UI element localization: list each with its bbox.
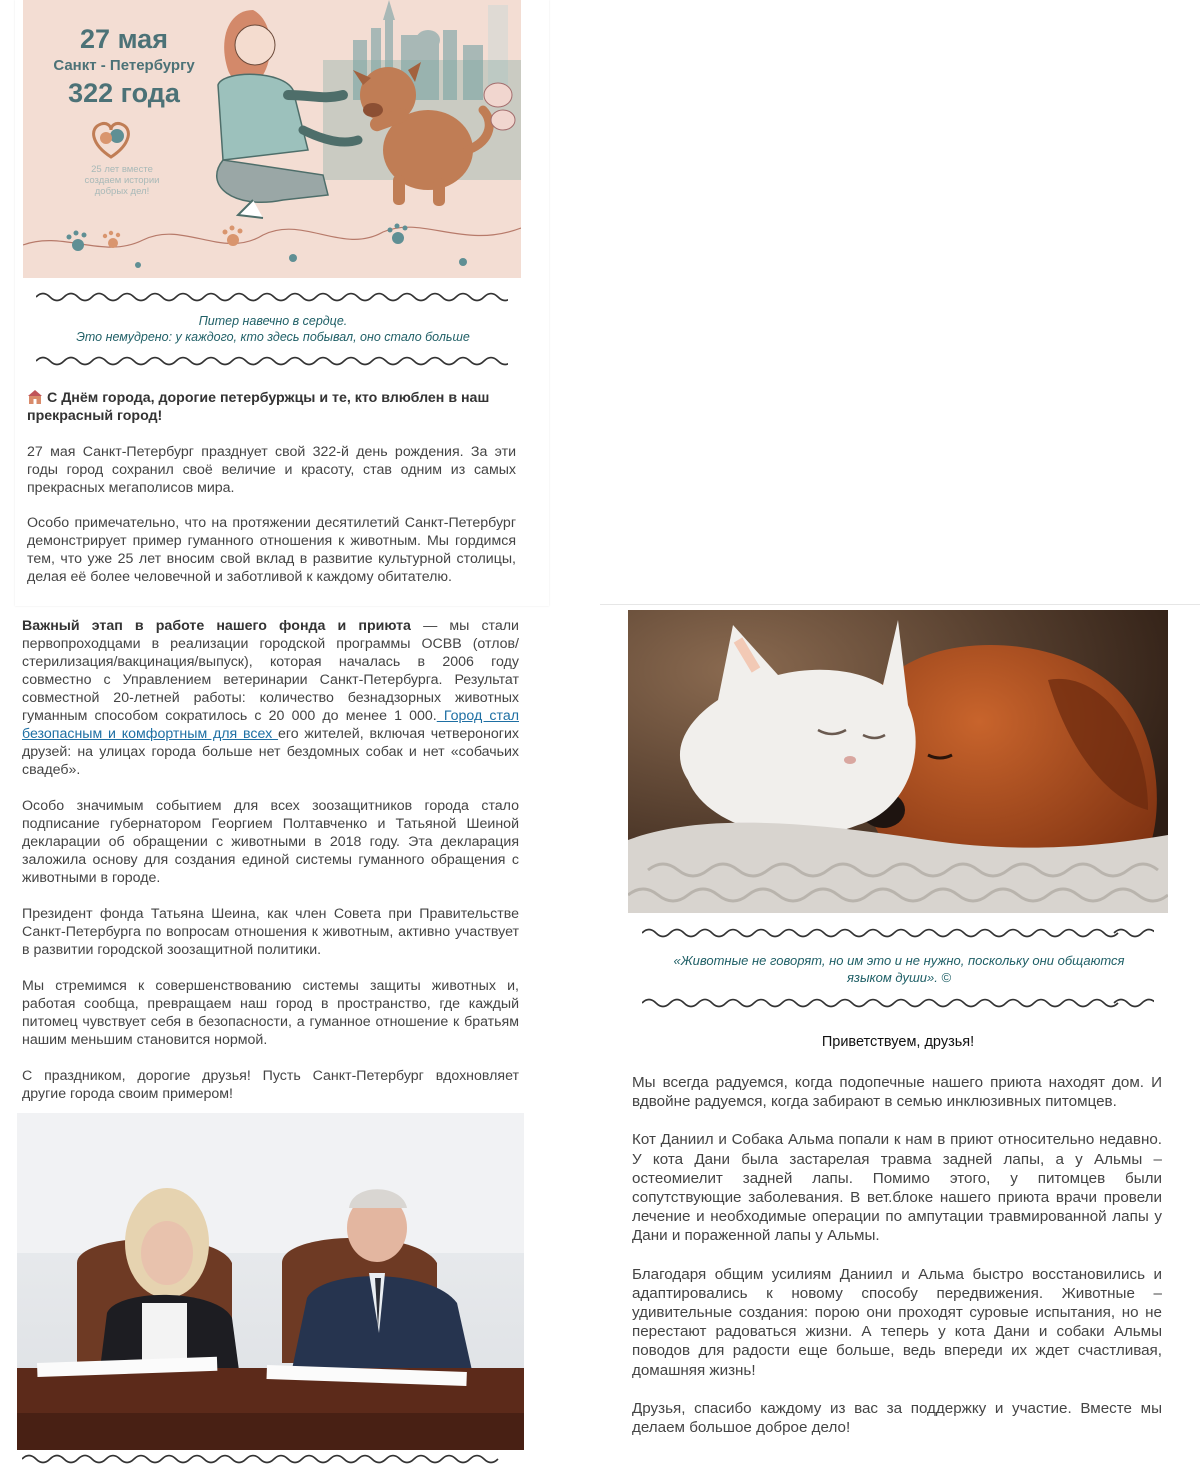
banner-title-block bbox=[33, 22, 215, 110]
declaration-signing-photo bbox=[17, 1113, 524, 1450]
paragraph-birthday: 27 мая Санкт-Петербург празднует свой 322-й день рождения. За эти годы город сохранил своё величие и красоту, став одним из самых прекрасных мегаполисов мира. bbox=[27, 444, 516, 496]
paragraph-declaration: Особо значимым событием для всех зоозащитников города стало подписание губернатором Георгием Полтавченко и Татьяной Шеиной декларации об обращении с животными в 2018 году. Эта декларация заложила основу для создания единой системы гуманного обращения с животными в городе. bbox=[22, 798, 519, 886]
greeting-heading bbox=[27, 389, 517, 425]
cat-dog-illustration bbox=[628, 610, 1168, 913]
banner-city: Санкт - Петербургу bbox=[53, 57, 195, 74]
banner-tagline: 25 лет вместе создаем истории добрых дел! bbox=[84, 164, 160, 197]
right-text bbox=[632, 1073, 1162, 1437]
fund-logo-icon bbox=[94, 123, 129, 157]
paragraph-humane: Особо примечательно, что на протяжении десятилетий Санкт-Петербург демонстрирует пример гуманного отношения к животным. Мы гордимся тем, что уже 25 лет вносим свой вклад в развитие культурной столицы, делая её более человечной и заботливой к каждому обитателю. bbox=[27, 515, 516, 585]
castle-icon bbox=[27, 389, 43, 404]
intro-quote-line-2: Это немудрено: у каждого, кто здесь побывал, оно стало больше bbox=[76, 330, 470, 344]
cat-dog-photo bbox=[628, 610, 1168, 913]
paragraph-president: Президент фонда Татьяна Шеина, как член Совета при Правительстве Санкт-Петербурга по вопросам отношения к животным, активно участвует в развитии городской зоозащитной политики. bbox=[22, 906, 519, 958]
animals-quote bbox=[636, 952, 1162, 986]
wave-divider bbox=[642, 926, 1154, 940]
intro-quote bbox=[30, 313, 516, 345]
paragraph-adoption: Мы всегда радуемся, когда подопечные нашего приюта находят дом. И вдвойне радуемся, когда забирают в семью инклюзивных питомцев. bbox=[632, 1074, 1162, 1111]
banner-date: 27 мая bbox=[80, 24, 168, 54]
greeting-text: С Днём города, дорогие петербуржцы и те, кто влюблен в наш прекрасный город! bbox=[27, 390, 490, 424]
paragraph-program bbox=[22, 617, 519, 779]
paragraph-recovery: Благодаря общим усилиям Даниил и Альма быстро восстановились и адаптировались к новому способу передвижения. Животные – удивительные создания: порою они проходят суровые испытания, но не перестают радоваться жизни. А теперь у кота Дани и собаки Альмы поводов для радости еще больше, ведь впереди их ждет счастливая, домашняя жизнь! bbox=[632, 1265, 1162, 1379]
paragraph-program-bold: Важный этап в работе нашего фонда и приюта bbox=[22, 618, 411, 634]
wave-divider bbox=[36, 290, 508, 304]
animals-quote-line-2: языком души». © bbox=[846, 970, 952, 985]
wave-divider bbox=[22, 1452, 518, 1466]
paragraph-program-text: — мы стали первопроходцами в реализации городской программы ОСВВ (отлов/стерилизация/вакцинация/выпуск), которая началась в 2006 году совместно с Управлением ветеринарии Санкт-Петербурга. Результат совместной 20-летней работы: количество безнадзорных животных гуманным способом сократилось с 20 000 до менее 1 000. bbox=[22, 618, 519, 724]
banner-years: 322 года bbox=[68, 78, 180, 108]
signing-photo-illustration bbox=[17, 1113, 524, 1450]
intro-quote-line-1: Питер навечно в сердце. bbox=[198, 314, 348, 328]
paragraph-daniil-alma: Кот Даниил и Собака Альма попали к нам в приют относительно недавно. У кота Дани была застарелая травма задней лапы, а у Альмы – остеомиелит задней лапы. Помимо этого, у питомцев были сопутствующие заболевания. В вет.блоке нашего приюта врачи провели лечение и необходимые операции по ампутации травмированной лапы у Дани и пораженной лапы у Альмы. bbox=[632, 1131, 1162, 1245]
wave-divider bbox=[642, 996, 1154, 1010]
wave-divider bbox=[36, 354, 508, 368]
paragraph-thanks: Друзья, спасибо каждому из вас за поддержку и участие. Вместе мы делаем большое доброе дело! bbox=[632, 1399, 1162, 1437]
left-text-bottom bbox=[22, 617, 519, 1103]
paragraph-program-tail: его жителей, включая четвероногих друзей: на улицах города больше нет бездомных собак и нет «собачьих свадеб». bbox=[22, 726, 519, 778]
city-day-banner bbox=[23, 0, 521, 278]
city-safe-link[interactable]: Город стал безопасным и комфортным для всех bbox=[22, 708, 519, 742]
paragraph-holiday: С праздником, дорогие друзья! Пусть Санкт-Петербург вдохновляет другие города своим примером! bbox=[22, 1068, 519, 1102]
right-heading: Приветствуем, друзья! bbox=[821, 1034, 975, 1050]
left-text-top bbox=[27, 443, 516, 586]
paragraph-mission: Мы стремимся к совершенствованию системы защиты животных и, работая сообща, превращаем наш город в пространство, где каждый питомец чувствует себя в безопасности, а гуманное отношение к братьям нашим меньшим становится нормой. bbox=[22, 978, 519, 1048]
animals-quote-line-1: «Животные не говорят, но им это и не нужно, поскольку они общаются bbox=[673, 953, 1125, 968]
